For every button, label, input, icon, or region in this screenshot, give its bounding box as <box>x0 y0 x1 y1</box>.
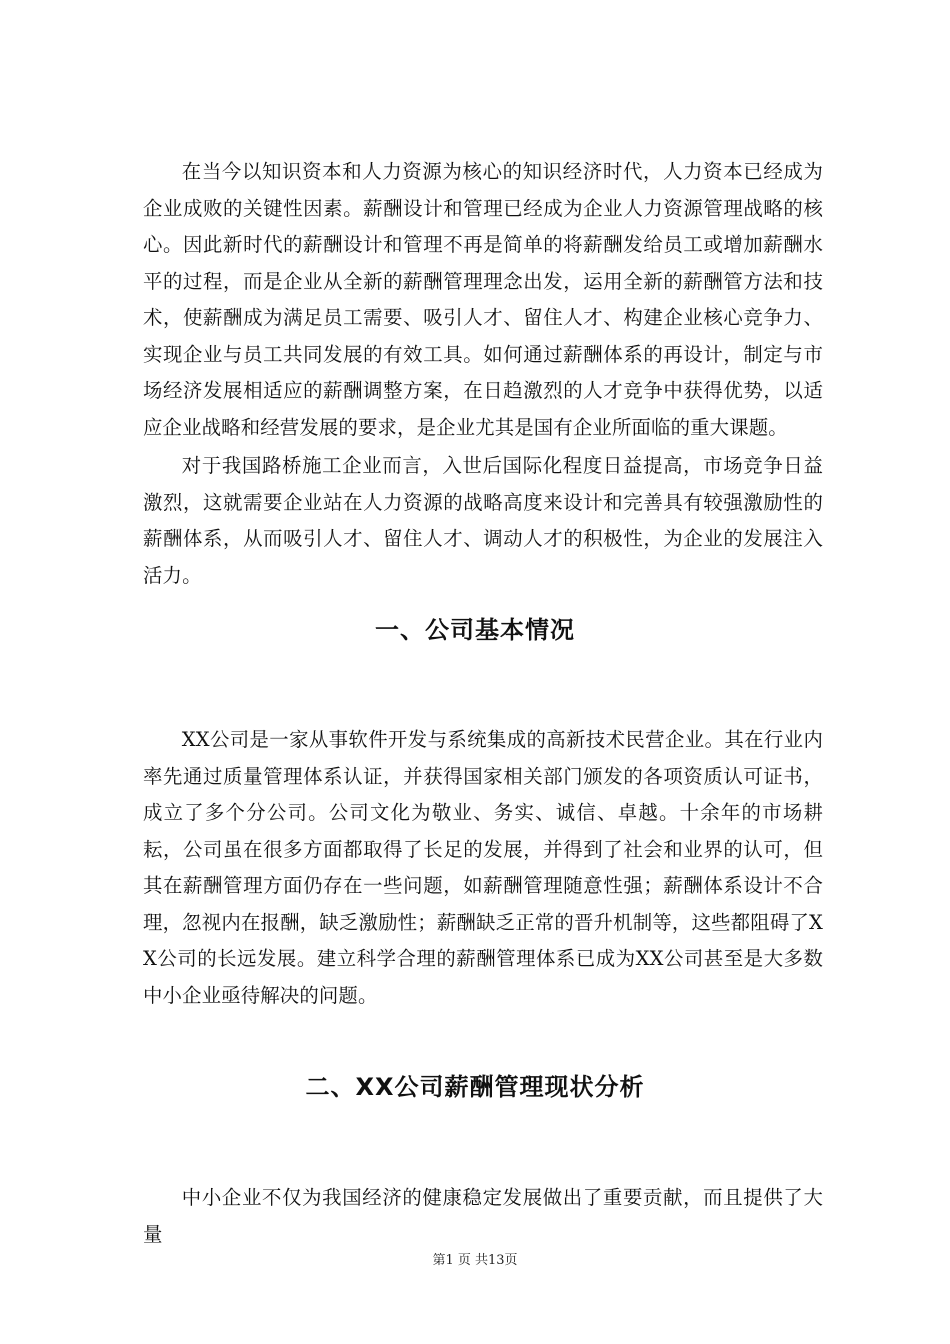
section-2-paragraph: 中小企业不仅为我国经济的健康稳定发展做出了重要贡献，而且提供了大量 <box>143 1186 823 1246</box>
section-1-heading: 一、公司基本情况 <box>375 616 575 644</box>
intro-paragraph-1: 在当今以知识资本和人力资源为核心的知识经济时代，人力资本已经成为企业成败的关键性因素。薪酬设计和管理已经成为企业人力资源管理战略的核心。因此新时代的薪酬设计和管理不再是简单的将薪酬发给员工或增加薪酬水平的过程，而是企业从全新的薪酬管理理念出发，运用全新的薪酬管方法和技术，使薪酬成为满足员工需要、吸引人才、留住人才、构建企业核心竞争力、实现企业与员工共同发展的有效工具。如何通过薪酬体系的再设计，制定与市场经济发展相适应的薪酬调整方案，在日趋激烈的人才竞争中获得优势，以适应企业战略和经营发展的要求，是企业尤其是国有企业所面临的重大课题。 <box>143 160 823 439</box>
intro-paragraph-2: 对于我国路桥施工企业而言，入世后国际化程度日益提高，市场竞争日益激烈，这就需要企业站在人力资源的战略高度来设计和完善具有较强激励性的薪酬体系，从而吸引人才、留住人才、调动人才的积极性，为企业的发展注入活力。 <box>143 454 823 587</box>
section-1-paragraph: XX公司是一家从事软件开发与系统集成的高新技术民营企业。其在行业内率先通过质量管理体系认证，并获得国家相关部门颁发的各项资质认可证书，成立了多个分公司。公司文化为敬业、务实、诚信、卓越。十余年的市场耕耘，公司虽在很多方面都取得了长足的发展，并得到了社会和业界的认可，但其在薪酬管理方面仍存在一些问题，如薪酬管理随意性强；薪酬体系设计不合理，忽视内在报酬，缺乏激励性；薪酬缺乏正常的晋升机制等，这些都阻碍了XX公司的长远发展。建立科学合理的薪酬管理体系已成为XX公司甚至是大多数中小企业亟待解决的问题。 <box>143 728 823 1007</box>
page-footer: 第1 页 共13页 <box>432 1253 518 1268</box>
section-2-heading: 二、XX公司薪酬管理现状分析 <box>305 1073 645 1101</box>
